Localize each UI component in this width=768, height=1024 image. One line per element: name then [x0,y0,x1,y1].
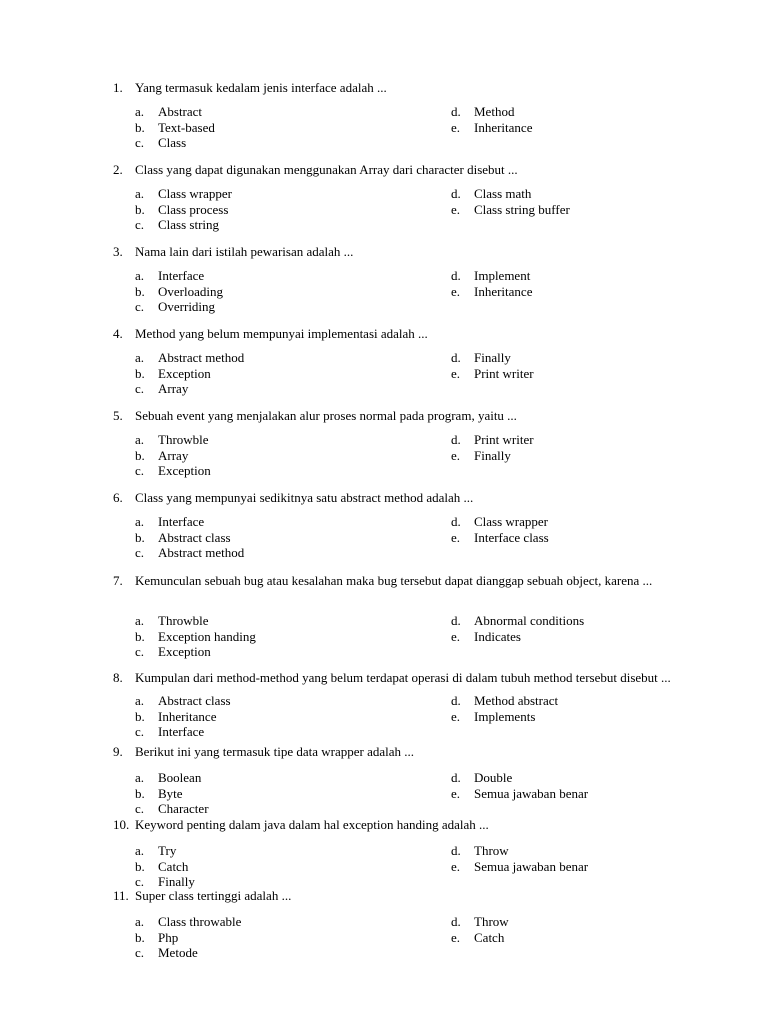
option-letter: a. [135,514,145,529]
answer-option-b[interactable] [135,120,375,136]
answer-option-e[interactable] [451,930,691,946]
question-text: Method yang belum mempunyai implementasi adalah ... [135,326,428,341]
option-letter: b. [135,119,145,135]
option-text: Abstract method [158,350,245,365]
question-number: 6. [113,490,123,505]
answer-option-d[interactable] [451,350,691,366]
option-letter: c. [135,724,145,739]
answer-option-a[interactable] [135,186,375,202]
question-header [113,670,693,686]
option-text: Interface [158,514,205,529]
option-text: Abstract [158,104,203,119]
option-letter: c. [135,545,145,560]
option-letter: d. [451,350,461,365]
answer-option-b[interactable] [135,530,375,546]
option-text: Abstract class [158,693,231,708]
option-letter: d. [451,514,461,529]
option-letter: b. [135,529,145,545]
option-text: Try [158,843,177,858]
answer-option-c[interactable] [135,463,375,479]
option-letter: a. [135,350,145,365]
option-letter: e. [451,708,461,724]
answer-options [135,514,695,561]
option-letter: b. [135,201,145,217]
option-letter: c. [135,299,145,314]
option-text: Class string buffer [474,201,570,217]
option-text: Class wrapper [158,186,233,201]
option-text: Overloading [158,283,223,299]
question-text: Nama lain dari istilah pewarisan adalah ... [135,244,354,259]
option-text: Finally [158,874,195,889]
question-header [113,573,693,589]
option-text: Abnormal conditions [474,613,585,628]
answer-option-c[interactable] [135,945,375,961]
option-text: Inheritance [474,283,533,299]
answer-option-b[interactable] [135,930,375,946]
answer-option-a[interactable] [135,432,375,448]
option-letter: a. [135,613,145,628]
option-letter: c. [135,644,145,659]
option-letter: b. [135,628,145,644]
option-text: Exception [158,463,211,478]
option-text: Implement [474,268,531,283]
option-letter: c. [135,135,145,150]
answer-option-e[interactable] [451,284,691,300]
answer-option-a[interactable] [135,770,375,786]
option-letter: b. [135,929,145,945]
answer-option-e[interactable] [451,202,691,218]
question-item [113,744,693,816]
question-number: 7. [113,573,123,588]
option-text: Class string [158,217,220,232]
option-text: Inheritance [474,119,533,135]
answer-option-e[interactable] [451,448,691,464]
answer-option-c[interactable] [135,801,375,817]
option-letter: c. [135,874,145,889]
option-text: Exception [158,365,211,381]
option-text: Text-based [158,119,215,135]
question-text: Yang termasuk kedalam jenis interface adalah ... [135,80,387,95]
question-text: Berikut ini yang termasuk tipe data wrapper adalah ... [135,744,415,759]
option-text: Class throwable [158,914,242,929]
option-text: Exception [158,644,211,659]
question-item [113,817,693,889]
option-text: Print writer [474,432,534,447]
option-text: Catch [474,929,505,945]
option-text: Php [158,929,179,945]
question-item [113,408,693,478]
option-letter: c. [135,381,145,396]
question-text: Sebuah event yang menjalakan alur proses normal pada program, yaitu ... [135,408,517,423]
answer-options [135,770,695,817]
option-text: Throwble [158,432,209,447]
option-letter: b. [135,708,145,724]
answer-option-a[interactable] [135,914,375,930]
answer-option-c[interactable] [135,644,375,660]
question-header [113,490,693,506]
option-text: Throw [474,914,509,929]
option-text: Finally [474,447,511,463]
answer-option-e[interactable] [451,629,691,645]
option-text: Implements [474,708,536,724]
option-letter: b. [135,447,145,463]
answer-option-d[interactable] [451,770,691,786]
answer-option-a[interactable] [135,514,375,530]
question-number: 3. [113,244,123,259]
question-header [113,888,693,904]
question-item [113,670,693,739]
question-item [113,573,693,659]
option-letter: b. [135,785,145,801]
option-text: Byte [158,785,183,801]
question-number: 11. [113,888,129,903]
answer-option-e[interactable] [451,120,691,136]
answer-option-a[interactable] [135,104,375,120]
answer-options [135,104,695,151]
option-letter: b. [135,858,145,874]
answer-option-d[interactable] [451,268,691,284]
answer-options [135,843,695,890]
question-header [113,408,693,424]
option-text: Class process [158,201,229,217]
answer-option-d[interactable] [451,613,691,629]
option-letter: e. [451,201,461,217]
answer-option-d[interactable] [451,843,691,859]
question-number: 5. [113,408,123,423]
option-letter: a. [135,104,145,119]
question-item [113,326,693,396]
option-letter: c. [135,801,145,816]
option-letter: a. [135,843,145,858]
question-text: Super class tertinggi adalah ... [135,888,292,903]
question-header [113,244,693,260]
answer-option-a[interactable] [135,350,375,366]
option-text: Inheritance [158,708,217,724]
question-number: 4. [113,326,123,341]
question-item [113,244,693,314]
question-text: Class yang mempunyai sedikitnya satu abstract method adalah ... [135,490,474,505]
option-letter: a. [135,770,145,785]
option-text: Overriding [158,299,216,314]
answer-option-b[interactable] [135,366,375,382]
option-letter: d. [451,770,461,785]
option-letter: e. [451,628,461,644]
answer-options [135,693,695,740]
option-text: Throw [474,843,509,858]
question-number: 10. [113,817,130,832]
answer-option-a[interactable] [135,613,375,629]
option-text: Print writer [474,365,534,381]
option-text: Class math [474,186,532,201]
question-header [113,744,693,760]
option-letter: e. [451,365,461,381]
answer-option-c[interactable] [135,724,375,740]
option-letter: d. [451,432,461,447]
option-letter: e. [451,785,461,801]
option-letter: e. [451,529,461,545]
option-letter: a. [135,914,145,929]
option-text: Indicates [474,628,521,644]
answer-options [135,268,695,315]
option-letter: b. [135,365,145,381]
answer-option-c[interactable] [135,135,375,151]
option-letter: e. [451,119,461,135]
option-text: Exception handing [158,628,256,644]
option-text: Finally [474,350,511,365]
option-letter: d. [451,613,461,628]
option-text: Semua jawaban benar [474,858,589,874]
question-text: Class yang dapat digunakan menggunakan Array dari character disebut ... [135,162,518,177]
option-letter: e. [451,283,461,299]
option-letter: e. [451,858,461,874]
option-letter: a. [135,186,145,201]
answer-option-a[interactable] [135,843,375,859]
option-letter: d. [451,914,461,929]
option-letter: c. [135,945,145,960]
option-letter: c. [135,463,145,478]
answer-option-e[interactable] [451,530,691,546]
option-text: Abstract class [158,529,231,545]
answer-option-c[interactable] [135,381,375,397]
question-number: 9. [113,744,123,759]
question-text: Keyword penting dalam java dalam hal exception handing adalah ... [135,817,489,832]
question-item [113,888,693,960]
question-number: 8. [113,670,123,685]
option-text: Class [158,135,187,150]
answer-option-b[interactable] [135,709,375,725]
option-letter: a. [135,268,145,283]
option-text: Character [158,801,209,816]
answer-option-b[interactable] [135,629,375,645]
option-text: Interface class [474,529,549,545]
answer-option-e[interactable] [451,859,691,875]
answer-option-e[interactable] [451,786,691,802]
option-text: Catch [158,858,189,874]
question-header [113,80,693,96]
option-letter: c. [135,217,145,232]
question-number: 2. [113,162,123,177]
question-item [113,490,693,560]
option-letter: e. [451,929,461,945]
option-text: Boolean [158,770,202,785]
question-text: Kemunculan sebuah bug atau kesalahan maka bug tersebut dapat dianggap sebuah object, karena ... [135,573,653,588]
option-text: Throwble [158,613,209,628]
question-header [113,817,693,833]
answer-option-b[interactable] [135,284,375,300]
option-text: Semua jawaban benar [474,785,589,801]
answer-options [135,350,695,397]
answer-option-d[interactable] [451,186,691,202]
option-text: Abstract method [158,545,245,560]
answer-option-d[interactable] [451,432,691,448]
option-letter: d. [451,843,461,858]
question-item [113,162,693,232]
option-letter: d. [451,268,461,283]
answer-option-e[interactable] [451,709,691,725]
option-text: Metode [158,945,198,960]
option-letter: a. [135,432,145,447]
answer-option-d[interactable] [451,914,691,930]
answer-option-c[interactable] [135,299,375,315]
option-letter: b. [135,283,145,299]
answer-options [135,914,695,961]
option-text: Double [474,770,513,785]
answer-option-d[interactable] [451,693,691,709]
answer-option-d[interactable] [451,104,691,120]
option-text: Array [158,447,189,463]
question-header [113,326,693,342]
option-text: Method [474,104,515,119]
option-letter: e. [451,447,461,463]
answer-option-b[interactable] [135,859,375,875]
option-text: Method abstract [474,693,559,708]
option-text: Array [158,381,189,396]
answer-option-e[interactable] [451,366,691,382]
option-text: Interface [158,724,205,739]
question-item [113,80,693,150]
answer-options [135,186,695,233]
option-letter: d. [451,693,461,708]
option-letter: d. [451,186,461,201]
option-letter: d. [451,104,461,119]
answer-option-b[interactable] [135,202,375,218]
question-header [113,162,693,178]
answer-options [135,613,695,660]
answer-option-b[interactable] [135,786,375,802]
option-text: Interface [158,268,205,283]
answer-option-a[interactable] [135,693,375,709]
answer-option-c[interactable] [135,545,375,561]
answer-option-a[interactable] [135,268,375,284]
question-number: 1. [113,80,123,95]
option-text: Class wrapper [474,514,549,529]
answer-option-d[interactable] [451,514,691,530]
option-letter: a. [135,693,145,708]
answer-options [135,432,695,479]
answer-option-c[interactable] [135,217,375,233]
question-text: Kumpulan dari method-method yang belum terdapat operasi di dalam tubuh method tersebut disebut ... [135,670,671,685]
answer-option-b[interactable] [135,448,375,464]
